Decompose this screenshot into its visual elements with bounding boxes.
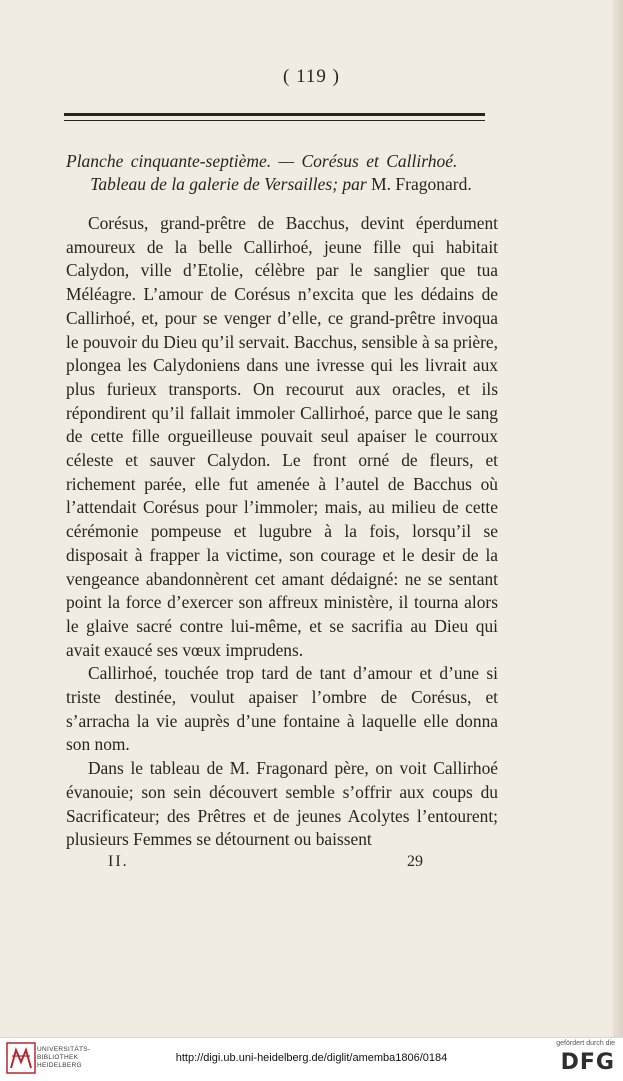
page-edge [613, 0, 623, 1037]
heading-line-2 [66, 173, 496, 196]
header-rule-thin [64, 120, 485, 121]
heading-line-2-italic: Tableau de la galerie de Versailles; par [90, 174, 367, 194]
heading-line-2-roman: M. Fragonard. [366, 174, 472, 194]
library-name: UNIVERSITÄTS- BIBLIOTHEK HEIDELBERG [37, 1046, 91, 1069]
dfg-logo[interactable]: DFG [560, 1050, 615, 1075]
funded-by-label: gefördert durch die [556, 1040, 615, 1047]
signature-mark: II. [108, 853, 129, 870]
header-rule-thick [64, 113, 485, 116]
heading-line-1: Planche cinquante-septième. — Corésus et Callirhoé. [66, 151, 458, 171]
paragraph-1: Corésus, grand-prêtre de Bacchus, devint éperdument amoureux de la belle Callirhoé, jeune fille qui habitait Calydon, ville d’Etolie, célèbre par le sanglier que tua Méléagre. L’amour de Corésus n’excita que les dédains de Callirhoé, et, pour se venger d’elle, ce grand-prêtre invoqua le pouvoir du Dieu qu’il servait. Bacchus, sensible à sa prière, plongea les Calydoniens dans une ivresse qui les livrait aux plus furieux transports. On recourut aux oracles, et ils répondirent qu’il fallait immoler Callirhoé, parce que le sang de cette fille orgueilleuse pouvait seul apaiser le courroux céleste et sauver Calydon. Le front orné de fleurs, et richement parée, elle fut amenée à l’autel de Bacchus où l’attendait Corésus pour l’immoler; mais, au milieu de cette cérémonie pompeuse et lugubre à la fois, lorsqu’il se disposait à frapper la victime, son courage et le desir de la vengeance abandonnèrent cet amant dédaigné: ne se sentant point la force d’exercer son affreux ministère, il tourna alors le glaive sacré contre lui-même, et se sacrifia au Dieu qui avait exaucé ses vœux imprudens. [66, 213, 498, 660]
catchword: 29 [407, 853, 423, 870]
paragraph-3: Dans le tableau de M. Fragonard père, on voit Callirhoé évanouie; son sein découvert semble s’offrir aux coups du Sacrificateur; des Prêtres et de jeunes Acolytes l’entourent; plusieurs Femmes se détournent ou baissent [66, 758, 498, 850]
page-number: ( 119 ) [283, 66, 340, 87]
body-text [66, 212, 498, 852]
plate-heading [66, 150, 496, 196]
paragraph-2: Callirhoé, touchée trop tard de tant d’amour et d’une si triste destinée, voulut apaiser l’ombre de Corésus, et s’arracha la vie auprès d’une fontaine à laquelle elle donna son nom. [66, 663, 498, 755]
source-url-link[interactable]: http://digi.ub.uni-heidelberg.de/diglit/amemba1806/0184 [175, 1052, 448, 1064]
